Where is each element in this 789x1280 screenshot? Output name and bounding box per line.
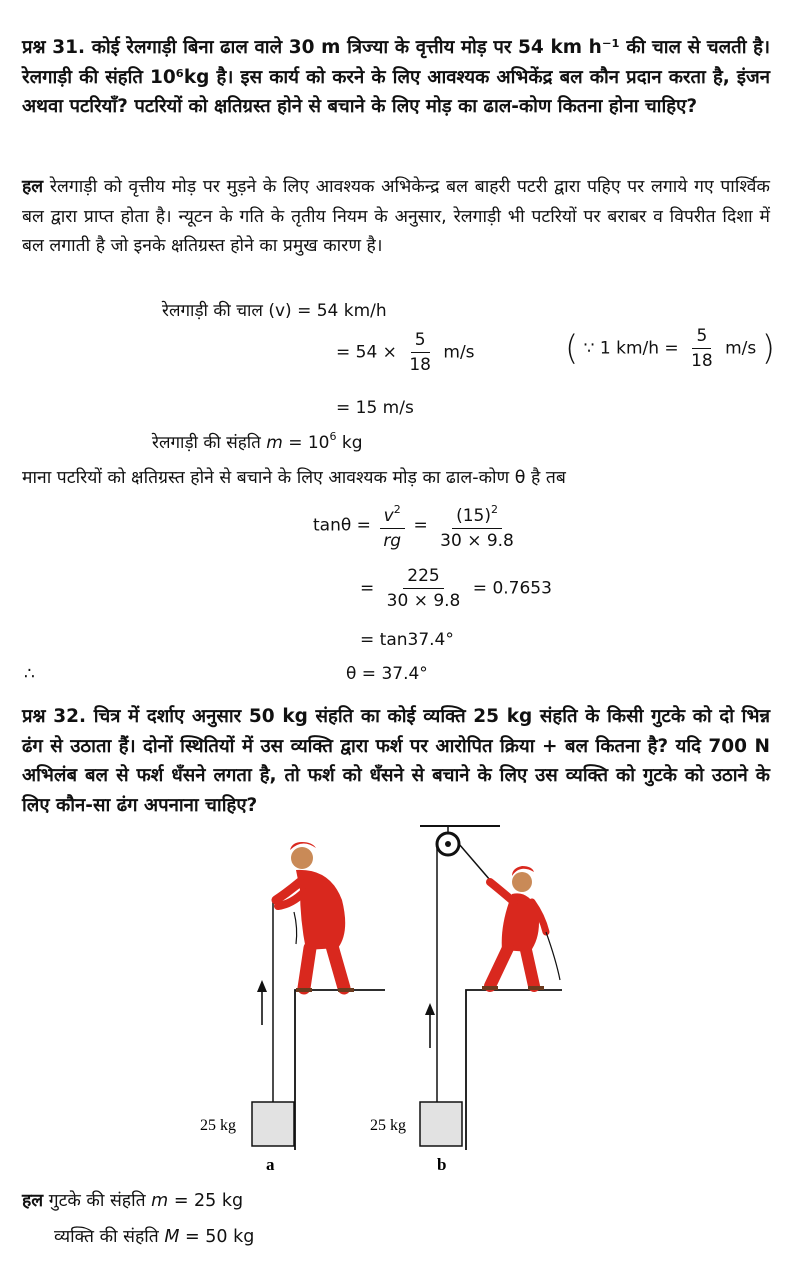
fifteen-sq-fraction: $\frac{(15)^2}{30 \times 9.8}$ — [436, 500, 518, 551]
person-a — [276, 842, 354, 990]
question-32 — [22, 702, 770, 820]
figure-a — [200, 842, 385, 1174]
theta-result: θ = 37.4° — [346, 664, 428, 684]
question-31-text: कोई रेलगाड़ी बिना ढाल वाले 30 m त्रिज्या के वृत्तीय मोड़ पर 54 km h⁻¹ की चाल से चलती है। रेलगाड़ी की संहति 10⁶kg है। इस कार्य को करने के लिए आवश्यक अभिकेंद्र बल कौन प्रदान करता है, इंजन अथवा पटरियाँ? पटरियों को क्षतिग्रस्त होने से बचाने के लिए मोड़ का ढाल-कोण कितना होना चाहिए? — [22, 37, 770, 117]
caption-a: a — [266, 1155, 275, 1174]
person-b — [482, 866, 560, 988]
speed-result: = 15 m/s — [336, 398, 414, 418]
block-a-label: 25 kg — [200, 1117, 236, 1134]
conversion-note: ( ∵ 1 km/h = $\frac{5}{18}$ m/s ) — [565, 326, 775, 371]
note-unit: m/s — [725, 338, 757, 359]
assumption-line: माना पटरियों को क्षतिग्रस्त होने से बचाने के लिए आवश्यक मोड़ का ढाल-कोण θ है तब — [22, 468, 566, 488]
conv-prefix: = 54 × — [336, 342, 397, 363]
tan-value: = $\frac{225}{30 \times 9.8}$ = 0.7653 — [360, 566, 552, 611]
lifting-figure — [0, 820, 789, 1174]
mass-label: रेलगाड़ी की संहति — [152, 433, 261, 453]
solution-32-person-mass: व्यक्ति की संहति M = 50 kg — [54, 1227, 255, 1247]
solution-32-block-mass: हल गुटके की संहति m = 25 kg — [22, 1191, 244, 1211]
question-32-label: प्रश्न 32. — [22, 706, 87, 727]
note-fraction: $\frac{5}{18}$ — [691, 326, 713, 371]
block-a — [252, 1102, 294, 1146]
solution-31-text: रेलगाड़ी को वृत्तीय मोड़ पर मुड़ने के लिए आवश्यक अभिकेन्द्र बल बाहरी पटरी द्वारा पहिए पर लगाये गए पार्श्विक बल द्वारा प्राप्त होता है। न्यूटन के गति के तृतीय नियम के अनुसार, रेलगाड़ी भी पटरियों पर बराबर व विपरीत दिशा में बल लगाती है जो इनके क्षतिग्रस्त होने का प्रमुख कारण है। — [22, 177, 770, 256]
speed-conversion — [336, 330, 475, 375]
tan-equation: tanθ = $\frac{v^2}{rg}$ = $\frac{(15)^2}{30 \times 9.8}$ — [313, 500, 521, 551]
speed-line — [162, 298, 387, 321]
question-31 — [22, 33, 770, 122]
tan-angle: = tan37.4° — [360, 630, 454, 650]
caption-b: b — [437, 1155, 447, 1174]
conv-fraction: $\frac{5}{18}$ — [409, 330, 431, 375]
mass-line: रेलगाड़ी की संहति $m = 10^6$ kg — [152, 430, 363, 453]
question-31-label: प्रश्न 31. — [22, 37, 86, 58]
solution-32-label: हल — [22, 1191, 44, 1211]
block-b — [420, 1102, 462, 1146]
solution-31-label: हल — [22, 177, 44, 197]
v2-over-rg: $\frac{v^2}{rg}$ — [379, 500, 405, 551]
conv-unit: m/s — [443, 342, 475, 363]
solution-31-intro — [22, 173, 770, 262]
225-fraction: $\frac{225}{30 \times 9.8}$ — [386, 566, 461, 611]
block-b-label: 25 kg — [370, 1117, 406, 1134]
therefore-symbol: ∴ — [24, 664, 35, 684]
speed-label: रेलगाड़ी की चाल (v) = 54 km/h — [162, 301, 387, 321]
figure-b — [370, 826, 562, 1174]
question-32-text: चित्र में दर्शाए अनुसार 50 kg संहति का कोई व्यक्ति 25 kg संहति के किसी गुटके को दो भिन्न ढंग से उठाता हैं। दोनों स्थितियों में उस व्यक्ति द्वारा फर्श पर आरोपित क्रिया + बल कितना है? यदि 700 N अभिलंब बल से फर्श धँसने लगता है, तो फर्श को धँसने से बचाने के लिए उस व्यक्ति को गुटके को उठाने के लिए कौन-सा ढंग अपनाना चाहिए? — [22, 706, 770, 816]
note-prefix: ∵ 1 km/h = — [583, 338, 679, 359]
